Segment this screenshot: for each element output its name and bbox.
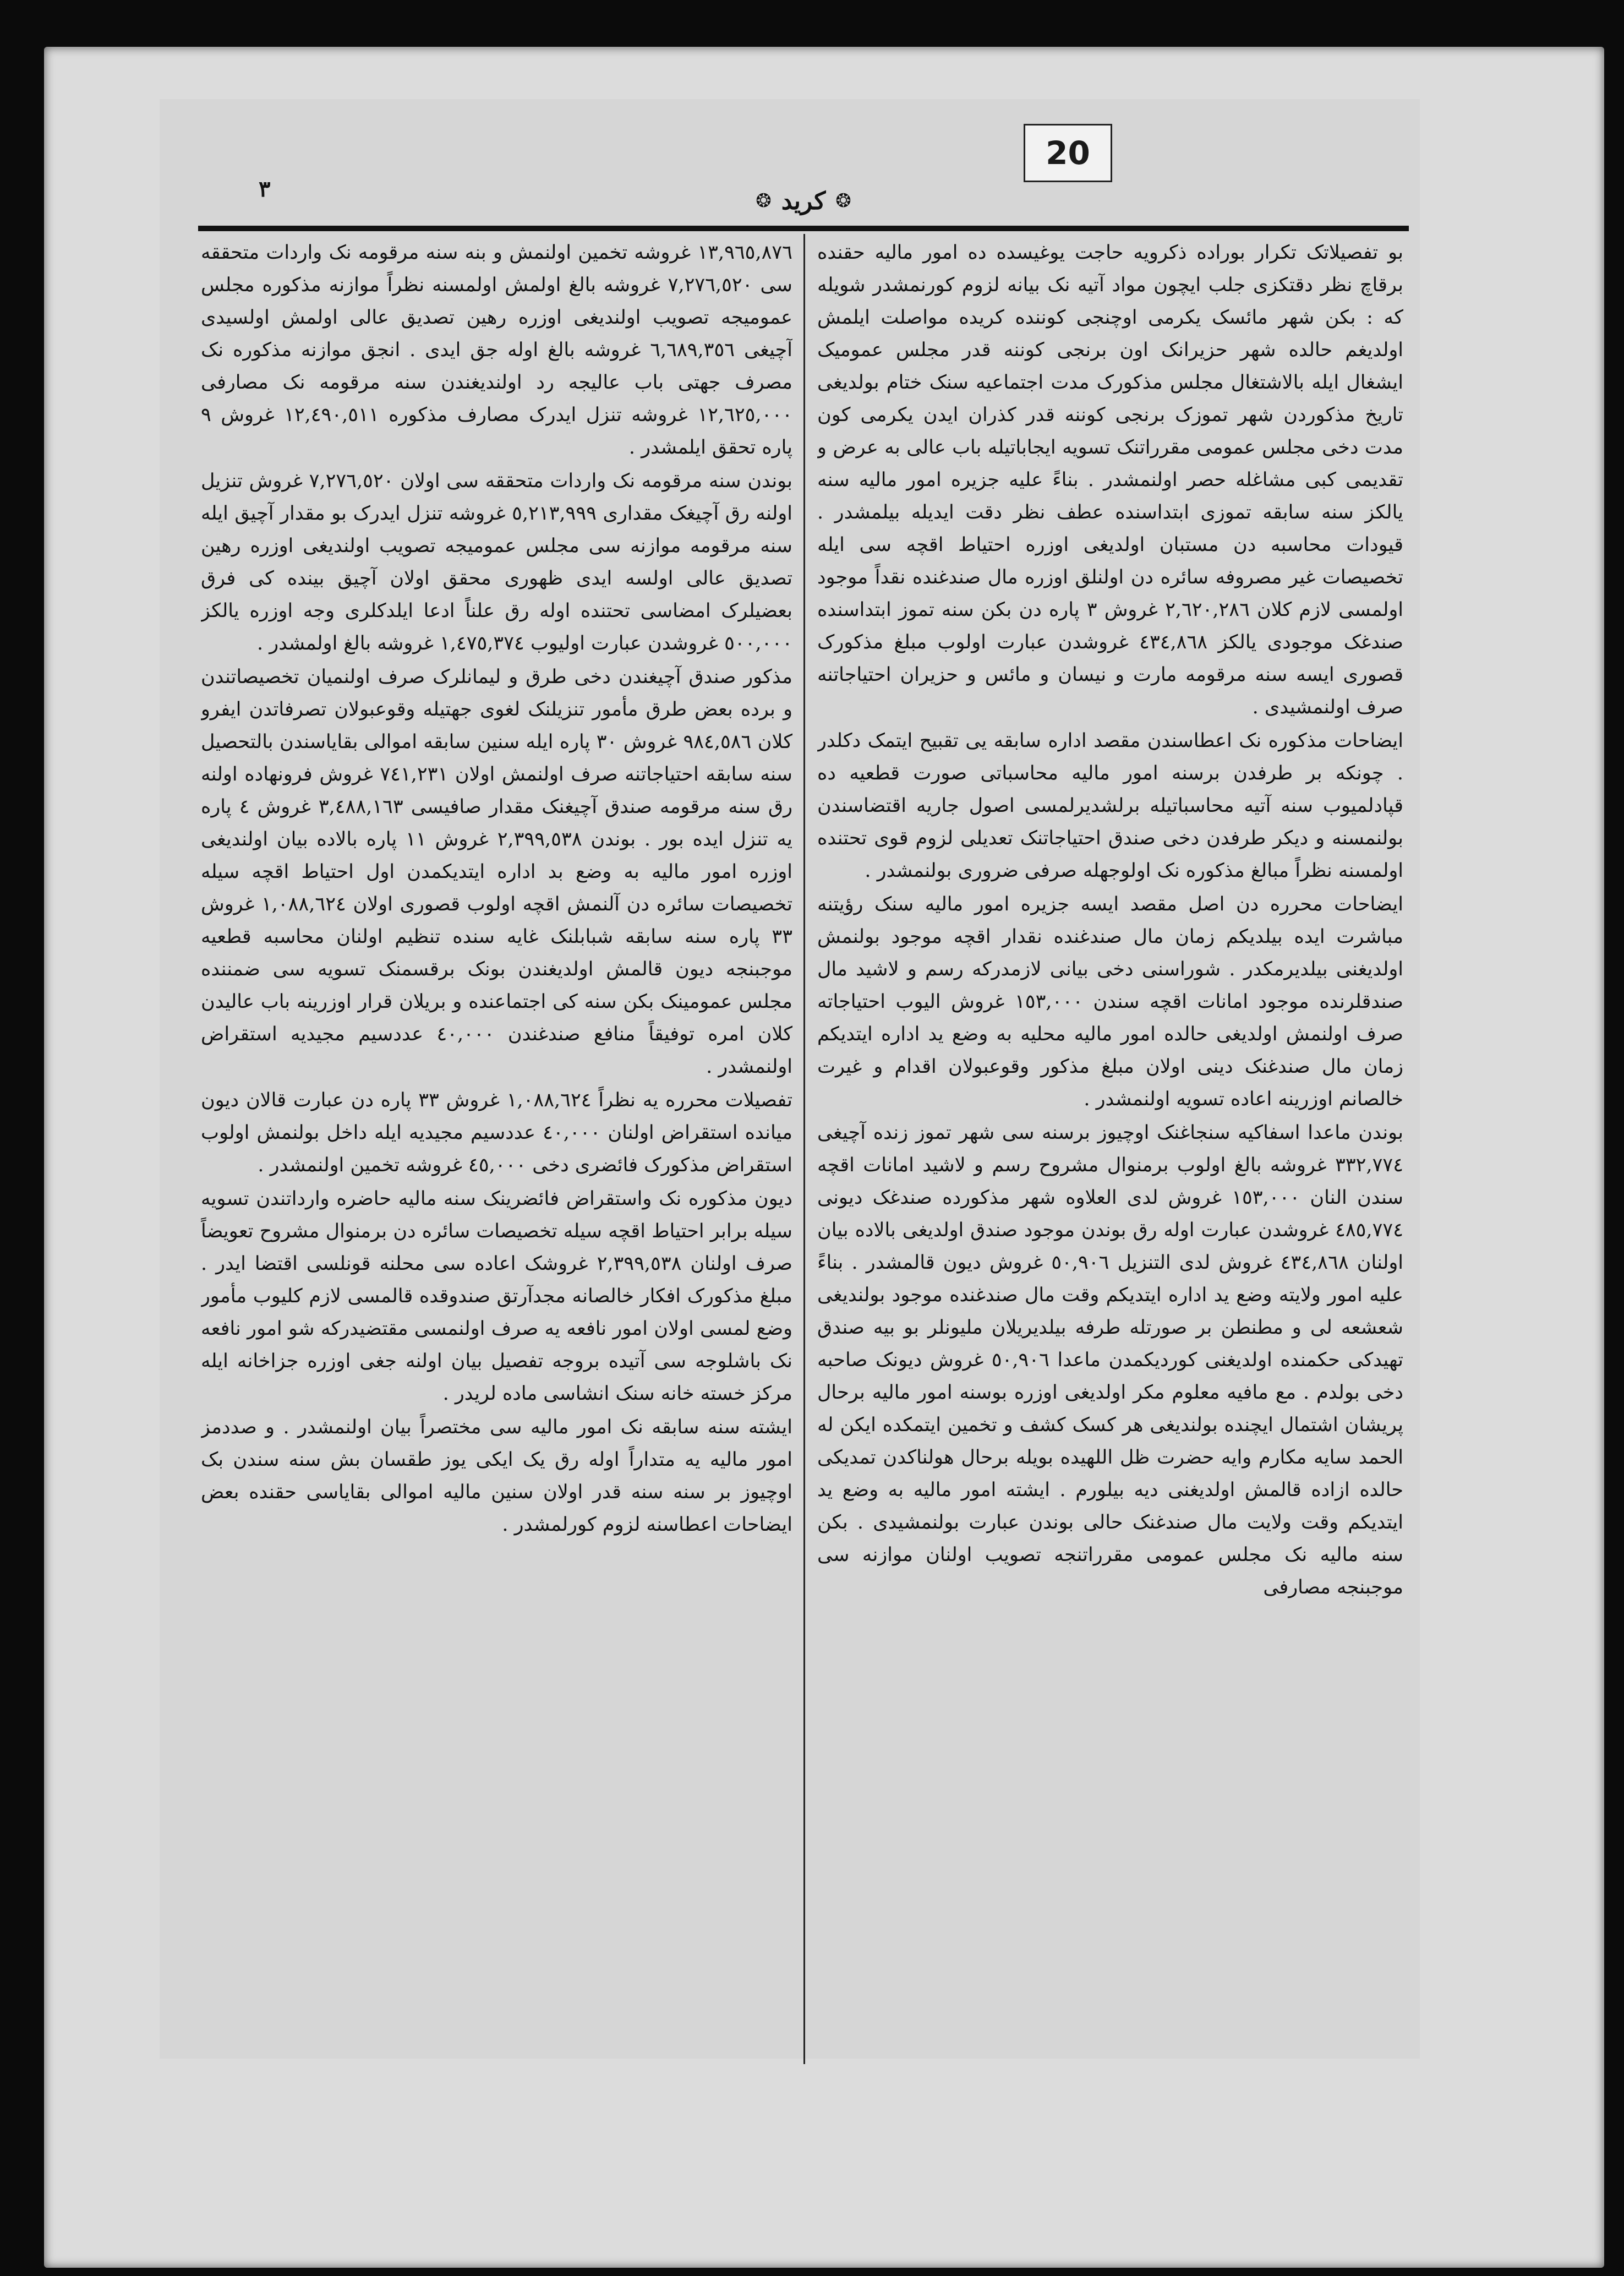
page-number: ٣ xyxy=(259,176,271,202)
paragraph: مذکور صندق آچیغندن دخی طرق و لیمانلرک صرف اولنمیان تخصیصاتندن و برده بعض طرق مأمور تنزیلنک لغوی جهتیله وقوعبولان تصرفاتدن ایفرو کلان ٩٨٤,٥٨٦ غروش ٣٠ پاره ایله سنین سابقه اموالی بقایاسندن بالتحصیل سنه سابقه احتیاجاتنه صرف اولنمش اولان ٧٤١,٢٣١ غروش فرونهاده اولنه رق سنه مرقومه صندق آچیغنک مقدار صافیسی ٣,٤٨٨,١٦٣ غروش ٤ پاره یه تنزل ایده بور . بوندن ٢,٣٩٩,٥٣٨ غروش ١١ پاره بالاده بیان اولندیغی اوزره امور مالیه به وضع بد اداره ایتدیکمدن اول احتیاط اقچه سیله تخصیصات سائره دن آلنمش اقچه اولوب قصوری اولان ١,٠٨٨,٦٢٤ غروش ٣٣ پاره سنه سابقه شبابلنک غایه سنده تنظیم اولنان محاسبه قطعیه موجبنجه دیون قالمش اولدیغندن بونک برقسمنک تسویه سی ضمننده مجلس عمومینک بکن سنه کی اجتماعنده و بریلان قرار اوزرینه باب عالیدن کلان امره توفیقاً منافع صندغندن ٤٠,٠٠٠ عددسیم مجیدیه استقراض اولنمشدر . xyxy=(201,666,792,1078)
paragraph: تفصیلات محرره یه نظراً ١,٠٨٨,٦٢٤ غروش ٣٣ پاره دن عبارت قالان دیون میانده استقراض اولنان ٤٠,٠٠٠ عددسیم مجیدیه ایله داخل بولنمش اولوب استقراض مذکورک فائضری دخی ٤٥,٠٠٠ غروشه تخمین اولنمشدر . xyxy=(201,1089,792,1176)
masthead xyxy=(198,182,1409,220)
ornament-icon: ❂ xyxy=(835,190,851,212)
right-column xyxy=(817,237,1403,2053)
paragraph: ایضاحات مذکوره نک اعطاسندن مقصد اداره سابقه یی تقبیح ایتمک دکلدر . چونکه بر طرفدن برسنه امور مالیه محاسباتی صورت قطعیه ده قپادلمیوب سنه آتیه محاسباتیله برلشدیرلمسی اصول جاریه اقتضاسندن بولنمسنه و دیکر طرفدن دخی صندق احتیاجاتنک تعدیلی لزوم قوی تحتنده اولمسنه نظراً مبالغ مذکوره نک اولوجهله صرفی ضروری بولنمشدر . xyxy=(817,730,1403,882)
paragraph: دیون مذکوره نک واستقراض فائضرینک سنه مالیه حاضره وارداتندن تسویه سیله برابر احتیاط اقچه سیله تخصیصات سائره دن برمنوال مشروح تعویضاً صرف اولنان ٢,٣٩٩,٥٣٨ غروشک اعاده سی محلنه قونلسی اقتضا ایدر . مبلغ مذکورک افکار خالصانه مجدآرتق صندوقده قالمسی لازم کلیوب مأمور وضع لمسی اولان امور نافعه یه صرف اولنمسی مقتضیدرکه شو امور نافعه نک باشلوجه سی آتیده بروجه تفصیل بیان اولنه جغی اوزره جزاخانه ایله مرکز خسته خانه سنک انشاسی ماده لریدر . xyxy=(201,1188,792,1405)
paragraph: ١٣,٩٦٥,٨٧٦ غروشه تخمین اولنمش و بنه سنه مرقومه نک واردات متحققه سی ٧,٢٧٦,٥٢٠ غروشه بالغ اولمش اولمسنه نظراً موازنه مذکوره مجلس عمومیجه تصویب اولندیغی اوزره رهین تصدیق عالی اولمش اولسیدی آچیغی ٦,٦٨٩,٣٥٦ غروشه بالغ اوله جق ایدی . انجق موازنه مذکوره نک مصرف جهتی باب عالیجه رد اولندیغندن سنه مرقومه نک مصارفی ١٢,٦٢٥,٠٠٠ غروشه تنزل ایدرک مصارف مذکوره ١٢,٤٩٠,٥١١ غروش ٩ پاره تحقق ایلمشدر . xyxy=(201,242,792,459)
left-column xyxy=(201,237,792,2053)
paragraph: بوندن ماعدا اسفاکیه سنجاغنک اوچیوز برسنه سی شهر تموز زنده آچیغی ٣٣٢,٧٧٤ غروشه بالغ اولوب برمنوال مشروح رسم و لاشید امانات اقچه سندن النان ١٥٣,٠٠٠ غروش لدی العلاوه شهر مذکورده صندغک دیونی ٤٨٥,٧٧٤ غروشدن عبارت اوله رق بوندن موجود صندق اولدیغی بالاده بیان اولنان ٤٣٤,٨٦٨ غروش لدی التنزیل ٥٠,٩٠٦ غروش دیون قالمشدر . بناءً علیه امور ولایته وضع ید اداره ایتدیکم وقت مال صندغنده موجود بولندیغی شعشعه لی و مطنطن بر صورتله طرفه بیلدیریلان ملیونلر بو بیه صندق تهیدکی حکمنده اولدیغنی کوردیکمدن ماعدا ٥٠,٩٠٦ غروش دیونک صاحبه دخی بولدم . مع مافیه معلوم مکر اولدیغی اوزره بوسنه امور مالیه برحال پریشان اشتمال ایچنده بولندیغی هر کسک کشف و تخمین ایتمکده ایکن له الحمد سایه مکارم وایه حضرت ظل اللهیده بویله برحال هولناکدن تمدیکی حالده ازاده قالمش اولدیغنی دیه بیلورم . ایشته امور مالیه به وضع ید ایتدیکم وقت ولایت مال صندغنک حالی بوندن عبارت بولنمشیدی . بکن سنه مالیه نک مجلس عمومی مقرراتنجه تصویب اولنان موازنه سی موجبنجه مصارفی xyxy=(817,1122,1403,1598)
paragraph: بو تفصیلاتک تکرار بوراده ذکرویه حاجت یوغیسده ده امور مالیه حقنده برقاچ نظر دقتکزی جلب ایچون مواد آتیه نک بیانه لزوم کورنمشدر شویله که : بکن شهر مائسک یکرمی اوچنجی کوننده کریده مواصلت ایلمش اولدیغم حالده شهر حزیرانک اون برنجی کوننه قدر مجلس عمومیک ایشغال ایله بالاشتغال مجلس مذکورک مدت اجتماعیه سنک ختام بولدیغی تاریخ مذکوردن شهر تموزک برنجی کوننه قدر کذران ایدن یکرمی کون مدت دخی مجلس عمومی مقرراتنک تسویه ایجاباتیله باب عالی به عرض و تقدیمی کبی مشاغله حصر اولنمشدر . بناءً علیه جزیره امور مالیه سنه یالکز سنه سابقه تموزی ابتداسنده عطف نظر دقت ایدیله بیلمشدر . قیودات محاسبه دن مستبان اولدیغی اوزره احتیاط اقچه سی ایله تخصیصات غیر مصروفه سائره دن اولنلق اوزره مال صندغنده نقداً موجود اولمسی لازم کلان ٢,٦٢٠,٢٨٦ غروش ٣ پاره دن بکن سنه تموز ابتداسنده صندغک موجودی یالکز ٤٣٤,٨٦٨ غروشدن عبارت اولوب مبلغ مذکورک قصوری ایسه سنه مرقومه مارت و نیسان و مائس و حزیران احتیاجاتنه صرف اولنمشیدی . xyxy=(817,242,1403,718)
newspaper-title: کرید xyxy=(781,187,826,215)
header-rule xyxy=(198,226,1409,231)
column-divider xyxy=(803,234,805,2064)
paragraph: ایضاحات محرره دن اصل مقصد ایسه جزیره امور مالیه سنک رؤیتنه مباشرت ایده بیلدیکم زمان مال صندغنده نقدار اقچه موجود بولنمش اولدیغنی بیلدیرمکدر . شوراسنی دخی بیانی لازمدرکه رسم و لاشید مال صندقلرنده موجود امانات اقچه سندن ١٥٣,٠٠٠ غروش الیوب احتیاجاته صرف اولنمش اولدیغی حالده امور مالیه محلیه به وضع ید اداره ایتدیکم زمان مال صندغنک دینی اولان مبلغ مذکور وقوعبولان اقدام و غیرت خالصانم اوزرینه اعاده تسویه اولنمشدر . xyxy=(817,893,1403,1110)
archive-page-stamp: 20 xyxy=(1024,124,1112,182)
paragraph: بوندن سنه مرقومه نک واردات متحققه سی اولان ٧,٢٧٦,٥٢٠ غروش تنزیل اولنه رق آچیغک مقداری ٥,٢١٣,٩٩٩ غروشه تنزل ایدرک بو مقدار آچیق ایله سنه مرقومه موازنه سی مجلس عمومیجه تصویب اولندیغی اوزره رهین تصدیق عالی اولسه ایدی ظهوری محقق اولان آچیق بینده کی فرق بعضیلرک امضاسی تحتنده اوله رق علناً ادعا ایلدکلری وجه اوزره یالکز ٥٠٠,٠٠٠ غروشدن عبارت اولیوب ١,٤٧٥,٣٧٤ غروشه بالغ اولمشدر . xyxy=(201,470,792,654)
paragraph: ایشته سنه سابقه نک امور مالیه سی مختصراً بیان اولنمشدر . و صددمز امور مالیه یه متداراً اوله رق یک ایکی یوز طقسان بش سنه سندن بک اوچیوز بر سنه سنه قدر اولان سنین مالیه اموالی بقایاسی حقنده بعض ایضاحات اعطاسنه لزوم کورلمشدر . xyxy=(201,1416,792,1536)
ornament-icon: ❂ xyxy=(756,190,772,212)
